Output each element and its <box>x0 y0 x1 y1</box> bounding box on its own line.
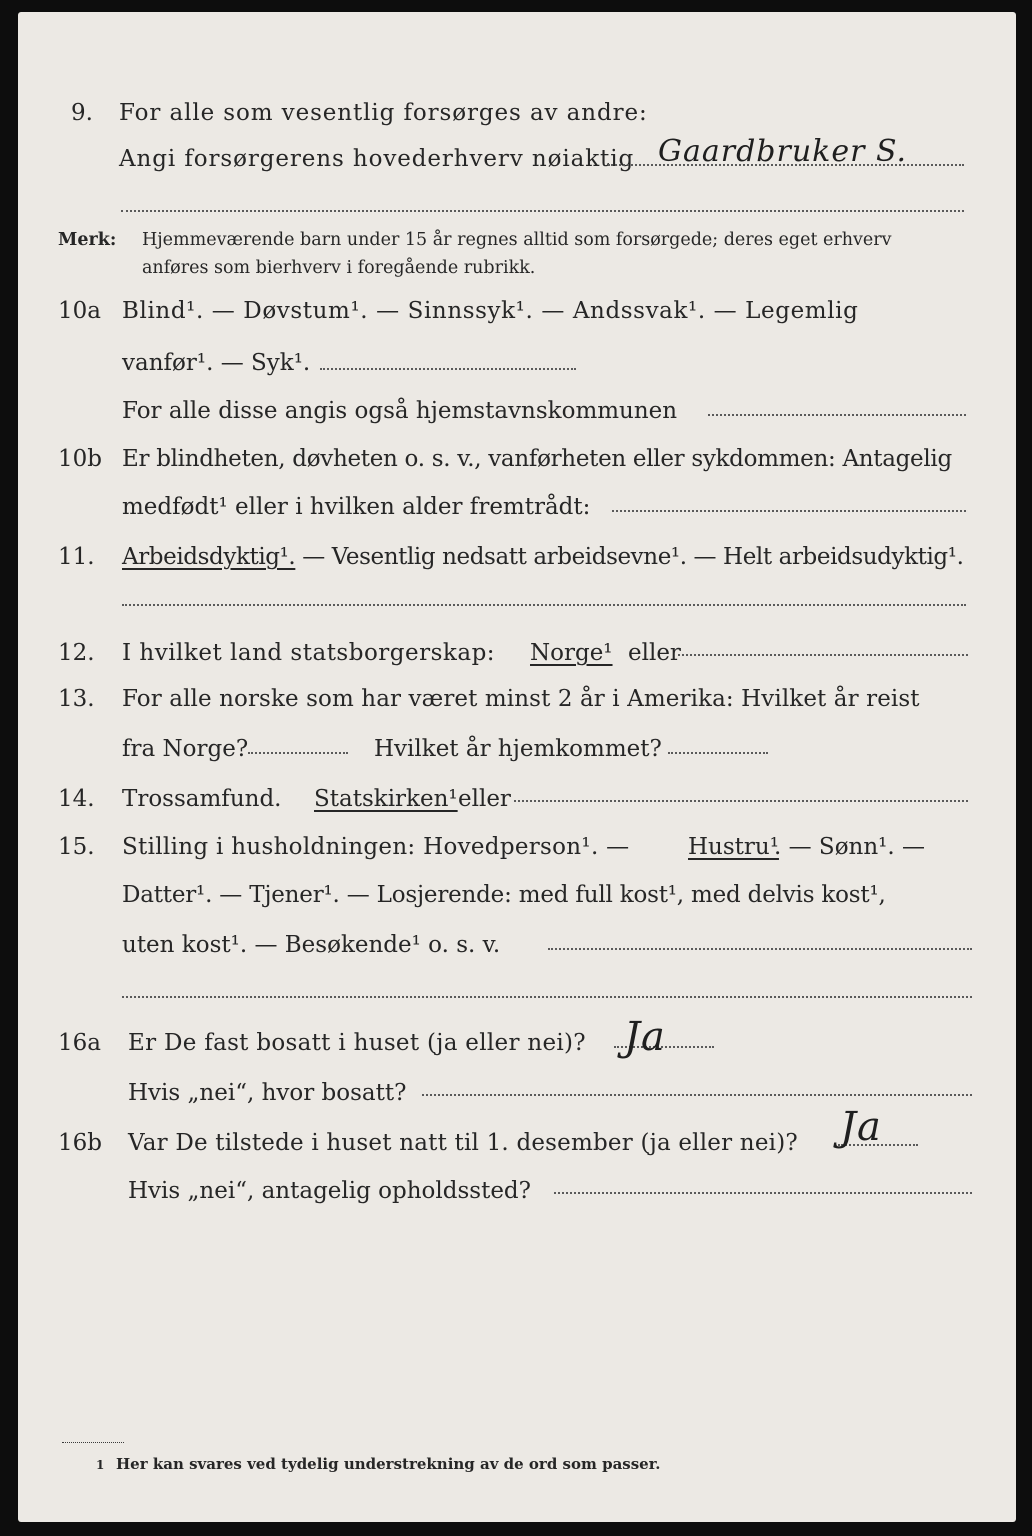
q9-number: 9. <box>71 100 93 126</box>
census-form-page <box>18 12 1016 1522</box>
q11-rest: — Vesentlig nedsatt arbeidsevne¹. — Helt arbeidsudyktig¹. <box>295 544 964 570</box>
q12-text: I hvilket land statsborgerskap: <box>122 640 496 666</box>
q16b-handwritten-answer: Ja <box>840 1104 882 1150</box>
q12-answer-line <box>678 654 968 656</box>
q13-hjemkommet-line <box>668 752 768 754</box>
merk-label: Merk: <box>58 230 117 250</box>
q16a-line2: Hvis „nei“, hvor bosatt? <box>128 1080 407 1106</box>
merk-line2: anføres som bierhverv i foregående rubrikk. <box>142 258 536 278</box>
q12-number: 12. <box>58 640 95 666</box>
q12-option-norge: Norge¹ <box>530 640 613 666</box>
q16b-line1: Var De tilstede i huset natt til 1. desember (ja eller nei)? <box>128 1130 798 1156</box>
q10a-line1: Blind¹. — Døvstum¹. — Sinnssyk¹. — Andssvak¹. — Legemlig <box>122 298 859 324</box>
q10a-line2: vanfør¹. — Syk¹. <box>122 350 311 376</box>
q16b-line2: Hvis „nei“, antagelig opholdssted? <box>128 1178 531 1204</box>
q11-extra-line <box>122 604 966 606</box>
q13-reist-line <box>248 752 348 754</box>
q9-handwritten-answer: Gaardbruker S. <box>658 134 907 169</box>
footnote-mark: 1 <box>96 1458 105 1472</box>
q13-number: 13. <box>58 686 95 712</box>
q11-number: 11. <box>58 544 95 570</box>
q13-line2a: fra Norge? <box>122 736 249 762</box>
q16a-number: 16a <box>58 1030 101 1056</box>
q10b-line2: medfødt¹ eller i hvilken alder fremtrådt: <box>122 494 591 520</box>
q15-number: 15. <box>58 834 95 860</box>
q16a-line1: Er De fast bosatt i huset (ja eller nei)? <box>128 1030 586 1056</box>
q15-line1a: Stilling i husholdningen: Hovedperson¹. — <box>122 834 630 860</box>
q14-tail: eller <box>458 786 511 812</box>
merk-line1: Hjemmeværende barn under 15 år regnes alltid som forsørgede; deres eget erhverv <box>142 230 892 250</box>
q14-number: 14. <box>58 786 95 812</box>
q15-extra-line <box>122 996 972 998</box>
q14-answer-line <box>514 800 968 802</box>
q10a-line3: For alle disse angis også hjemstavnskommunen <box>122 398 678 424</box>
q9-line2: Angi forsørgerens hovederhverv nøiaktig <box>119 146 635 172</box>
q13-line1: For alle norske som har været minst 2 år i Amerika: Hvilket år reist <box>122 686 920 712</box>
footnote-rule <box>62 1442 124 1443</box>
q10a-number: 10a <box>58 298 101 324</box>
q10b-line1: Er blindheten, døvheten o. s. v., vanførheten eller sykdommen: Antagelig <box>122 446 952 472</box>
q16a-handwritten-answer: Ja <box>624 1014 666 1060</box>
q13-line2b: Hvilket år hjemkommet? <box>374 736 662 762</box>
q9-extra-line <box>121 210 964 212</box>
q15-line1c: . — Sønn¹. — <box>774 834 926 860</box>
q14-text: Trossamfund. <box>122 786 282 812</box>
q14-option-statskirken: Statskirken¹ <box>314 786 458 812</box>
q11-text <box>122 544 963 570</box>
q10b-number: 10b <box>58 446 102 472</box>
q15-answer-line <box>548 948 972 950</box>
q10b-answer-line <box>612 510 966 512</box>
q11-option-arbeidsdyktig: Arbeidsdyktig¹. <box>122 544 296 570</box>
q10a-hjemstavn-line <box>708 414 966 416</box>
q9-line1: For alle som vesentlig forsørges av andre: <box>119 100 648 126</box>
q15-line3: uten kost¹. — Besøkende¹ o. s. v. <box>122 932 501 958</box>
q15-option-hustru: Hustru¹ <box>688 834 779 860</box>
q12-tail: eller <box>628 640 681 666</box>
q16a-bosatt-line <box>422 1094 972 1096</box>
q15-line2: Datter¹. — Tjener¹. — Losjerende: med full kost¹, med delvis kost¹, <box>122 882 886 908</box>
q16b-number: 16b <box>58 1130 102 1156</box>
q10a-syk-line <box>320 368 576 370</box>
footnote-text: Her kan svares ved tydelig understrekning av de ord som passer. <box>116 1455 661 1473</box>
q16b-opholdssted-line <box>554 1192 972 1194</box>
